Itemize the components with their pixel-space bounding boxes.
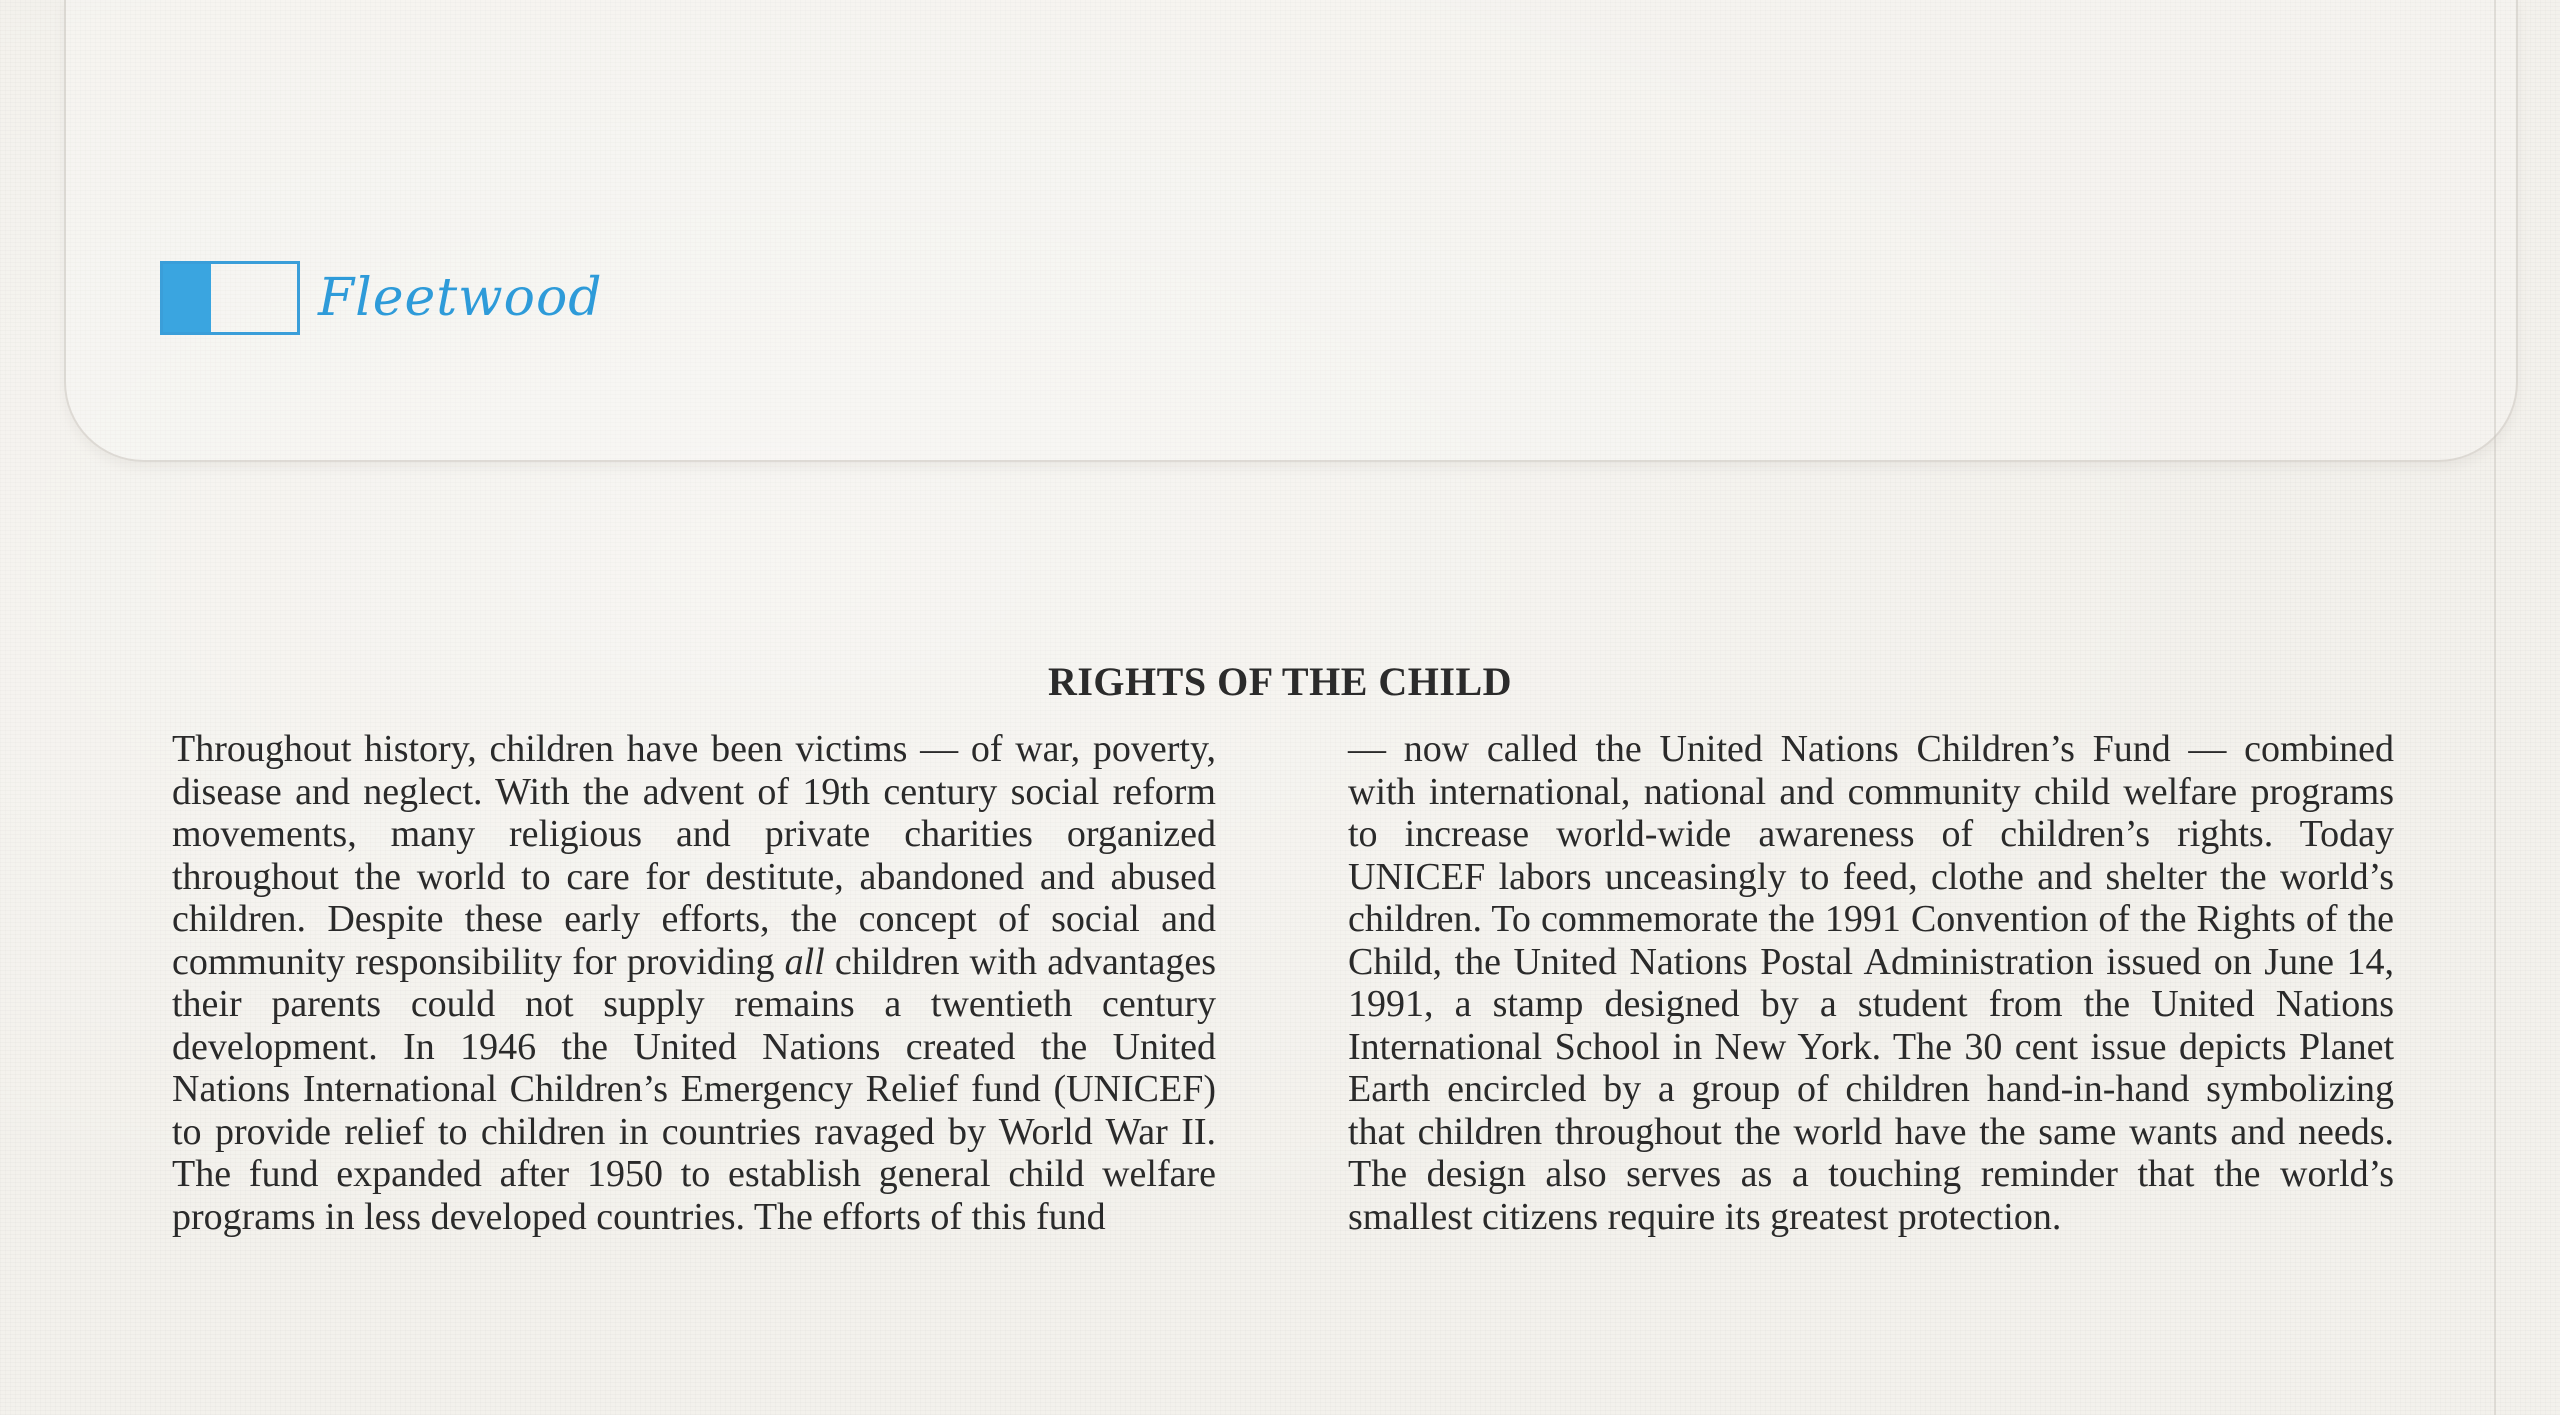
logo-box-icon: [160, 261, 300, 335]
page-title: RIGHTS OF THE CHILD: [1047, 659, 1513, 704]
left-text-part-1: Throughout history, children have been victims — of war, poverty, disease and neglect. With the advent of 19th century social reform movements, many religious and private charities organized throughout the world to care for destitute, abandoned and abused children. Despite these early efforts, the concept of social and community responsibility for providing: [172, 728, 1216, 983]
text-column-right: — now called the United Nations Children’s Fund — combined with international, national and community child welfare programs to increase world-wide awareness of children’s rights. Today UNICEF labors unceasingly to feed, clothe and shelter the world’s children. To commemorate the 1991 Convention of the Rights of the Child, the United Nations Postal Administration issued on June 14, 1991, a stamp designed by a student from the United Nations International School in New York. The 30 cent issue depicts Planet Earth encircled by a group of children hand-in-hand symbolizing that children throughout the world have the same wants and needs. The design also serves as a touching reminder that the world’s smallest citizens require its greatest protection.: [1348, 728, 2394, 1238]
left-text-italic: all: [784, 940, 825, 983]
fleetwood-logo: [160, 258, 603, 338]
envelope-flap: [64, 0, 2518, 462]
text-column-left: [172, 728, 1216, 1238]
left-text-part-2: children with advantages their parents could not supply remains a twentieth century development. In 1946 the United Nations created the United Nations International Children’s Emergency Relief fund (UNICEF) to provide relief to children in countries ravaged by World War II. The fund expanded after 1950 to establish general child welfare programs in less developed countries. The efforts of this fund: [172, 940, 1217, 1238]
envelope-side-edge: [2494, 0, 2540, 1415]
logo-text: Fleetwood: [318, 268, 603, 328]
logo-box-fill: [163, 264, 211, 332]
